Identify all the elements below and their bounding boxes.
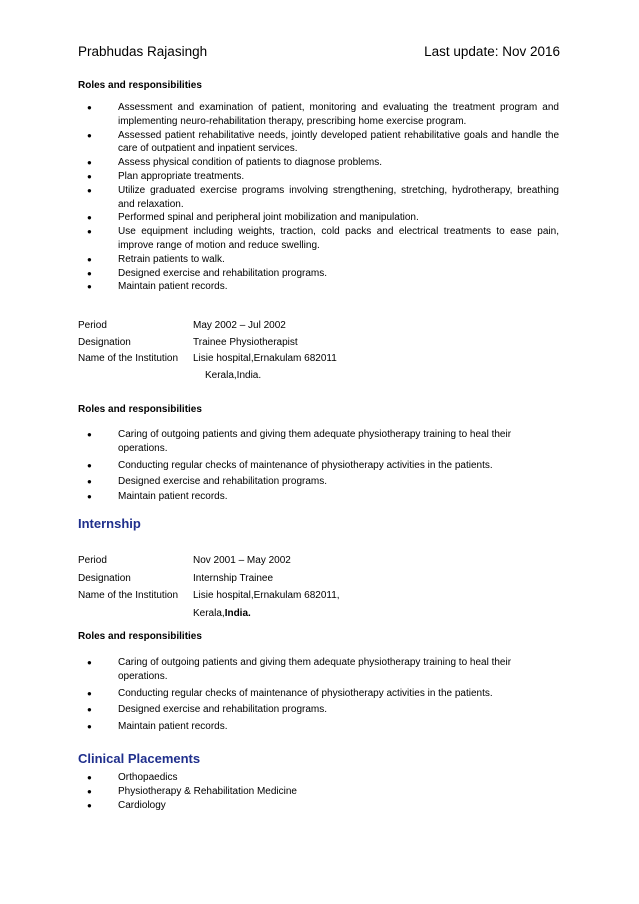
institution-label: Name of the Institution [78,590,179,601]
designation-label: Designation [78,337,131,348]
bullet-icon: ● [87,688,92,698]
bullet-icon: ● [87,722,92,732]
list-item: ● Assessed patient rehabilitative needs, jointly developed patient rehabilitative goals and handle the care of outpatient and inpatient services. [87,129,559,155]
list-item: ● Designed exercise and rehabilitation programs. [87,704,328,716]
list-item: ● Orthopaedics [87,772,178,783]
bullet-icon: ● [87,800,92,810]
designation-value: Internship Trainee [193,573,274,584]
period-value: May 2002 – Jul 2002 [193,320,286,331]
list-item: ● Designed exercise and rehabilitation programs. [87,476,328,488]
designation-label: Designation [78,573,131,584]
section-heading-clinical-placements: Clinical Placements [78,751,201,766]
roles-heading: Roles and responsibilities [78,631,202,642]
institution-label: Name of the Institution [78,353,179,364]
list-item: ● Cardiology [87,799,166,811]
institution-location: Kerala,India. [193,608,251,619]
roles-heading: Roles and responsibilities [78,80,202,91]
roles-heading: Roles and responsibilities [78,404,202,415]
list-item: ● Assess physical condition of patients to diagnose problems. [87,157,383,169]
placements-list [78,771,559,812]
bullet-icon: ● [87,130,92,140]
list-item: ● Assessment and examination of patient, monitoring and evaluating the treatment program and implementing neuro-rehabilitation therapy, prescribing home exercise program. [87,102,559,127]
bullet-icon: ● [87,658,92,667]
section-heading-internship: Internship [78,516,141,531]
list-item: ● Conducting regular checks of maintenance of physiotherapy activities in the patients. [87,459,493,471]
institution-value: Lisie hospital,Ernakulam 682011, [193,590,340,601]
list-item: ● Plan appropriate treatments. [87,170,245,182]
last-update: Last update: Nov 2016 [424,44,560,59]
institution-value: Lisie hospital,Ernakulam 682011 [193,353,337,364]
responsibilities-list [78,428,559,504]
bullet-icon: ● [87,185,92,195]
responsibilities-list [78,656,559,734]
period-value: Nov 2001 – May 2002 [193,555,291,566]
bullet-icon: ● [87,786,92,796]
list-item: ● Caring of outgoing patients and giving them adequate physiotherapy training to heal their operations. [87,657,512,682]
candidate-name: Prabhudas Rajasingh [78,44,208,59]
list-item: ● Maintain patient records. [87,721,228,733]
responsibilities-list [78,101,559,294]
bullet-icon: ● [87,171,92,181]
bullet-icon: ● [87,430,92,439]
list-item: ● Caring of outgoing patients and giving them adequate physiotherapy training to heal their operations. [87,429,512,454]
list-item: ● Designed exercise and rehabilitation programs. [87,267,328,279]
list-item: ● Maintain patient records. [87,491,228,503]
page-header [78,44,560,62]
designation-value: Trainee Physiotherapist [193,337,298,348]
bullet-icon: ● [87,254,92,264]
list-item: ● Maintain patient records. [87,281,228,293]
bullet-icon: ● [87,103,92,112]
bullet-icon: ● [87,705,92,715]
bullet-icon: ● [87,213,92,223]
bullet-icon: ● [87,227,92,237]
list-item: ● Physiotherapy & Rehabilitation Medicine [87,785,297,797]
list-item: ● Utilize graduated exercise programs involving strengthening, stretching, hydrotherapy, breathing and relaxation. [87,184,559,210]
period-label: Period [78,320,107,331]
bullet-icon: ● [87,492,92,502]
bullet-icon: ● [87,773,92,782]
list-item: ● Performed spinal and peripheral joint mobilization and manipulation. [87,212,419,224]
list-item: ● Use equipment including weights, traction, cold packs and electrical treatments to ease pain, improve range of motion and reduce swelling. [87,226,559,251]
list-item: ● Retrain patients to walk. [87,253,225,265]
bullet-icon: ● [87,282,92,292]
bullet-icon: ● [87,460,92,470]
bullet-icon: ● [87,268,92,278]
bullet-icon: ● [87,477,92,487]
period-label: Period [78,555,107,566]
bullet-icon: ● [87,158,92,168]
institution-location: Kerala,India. [205,370,262,381]
list-item: ● Conducting regular checks of maintenance of physiotherapy activities in the patients. [87,687,493,699]
